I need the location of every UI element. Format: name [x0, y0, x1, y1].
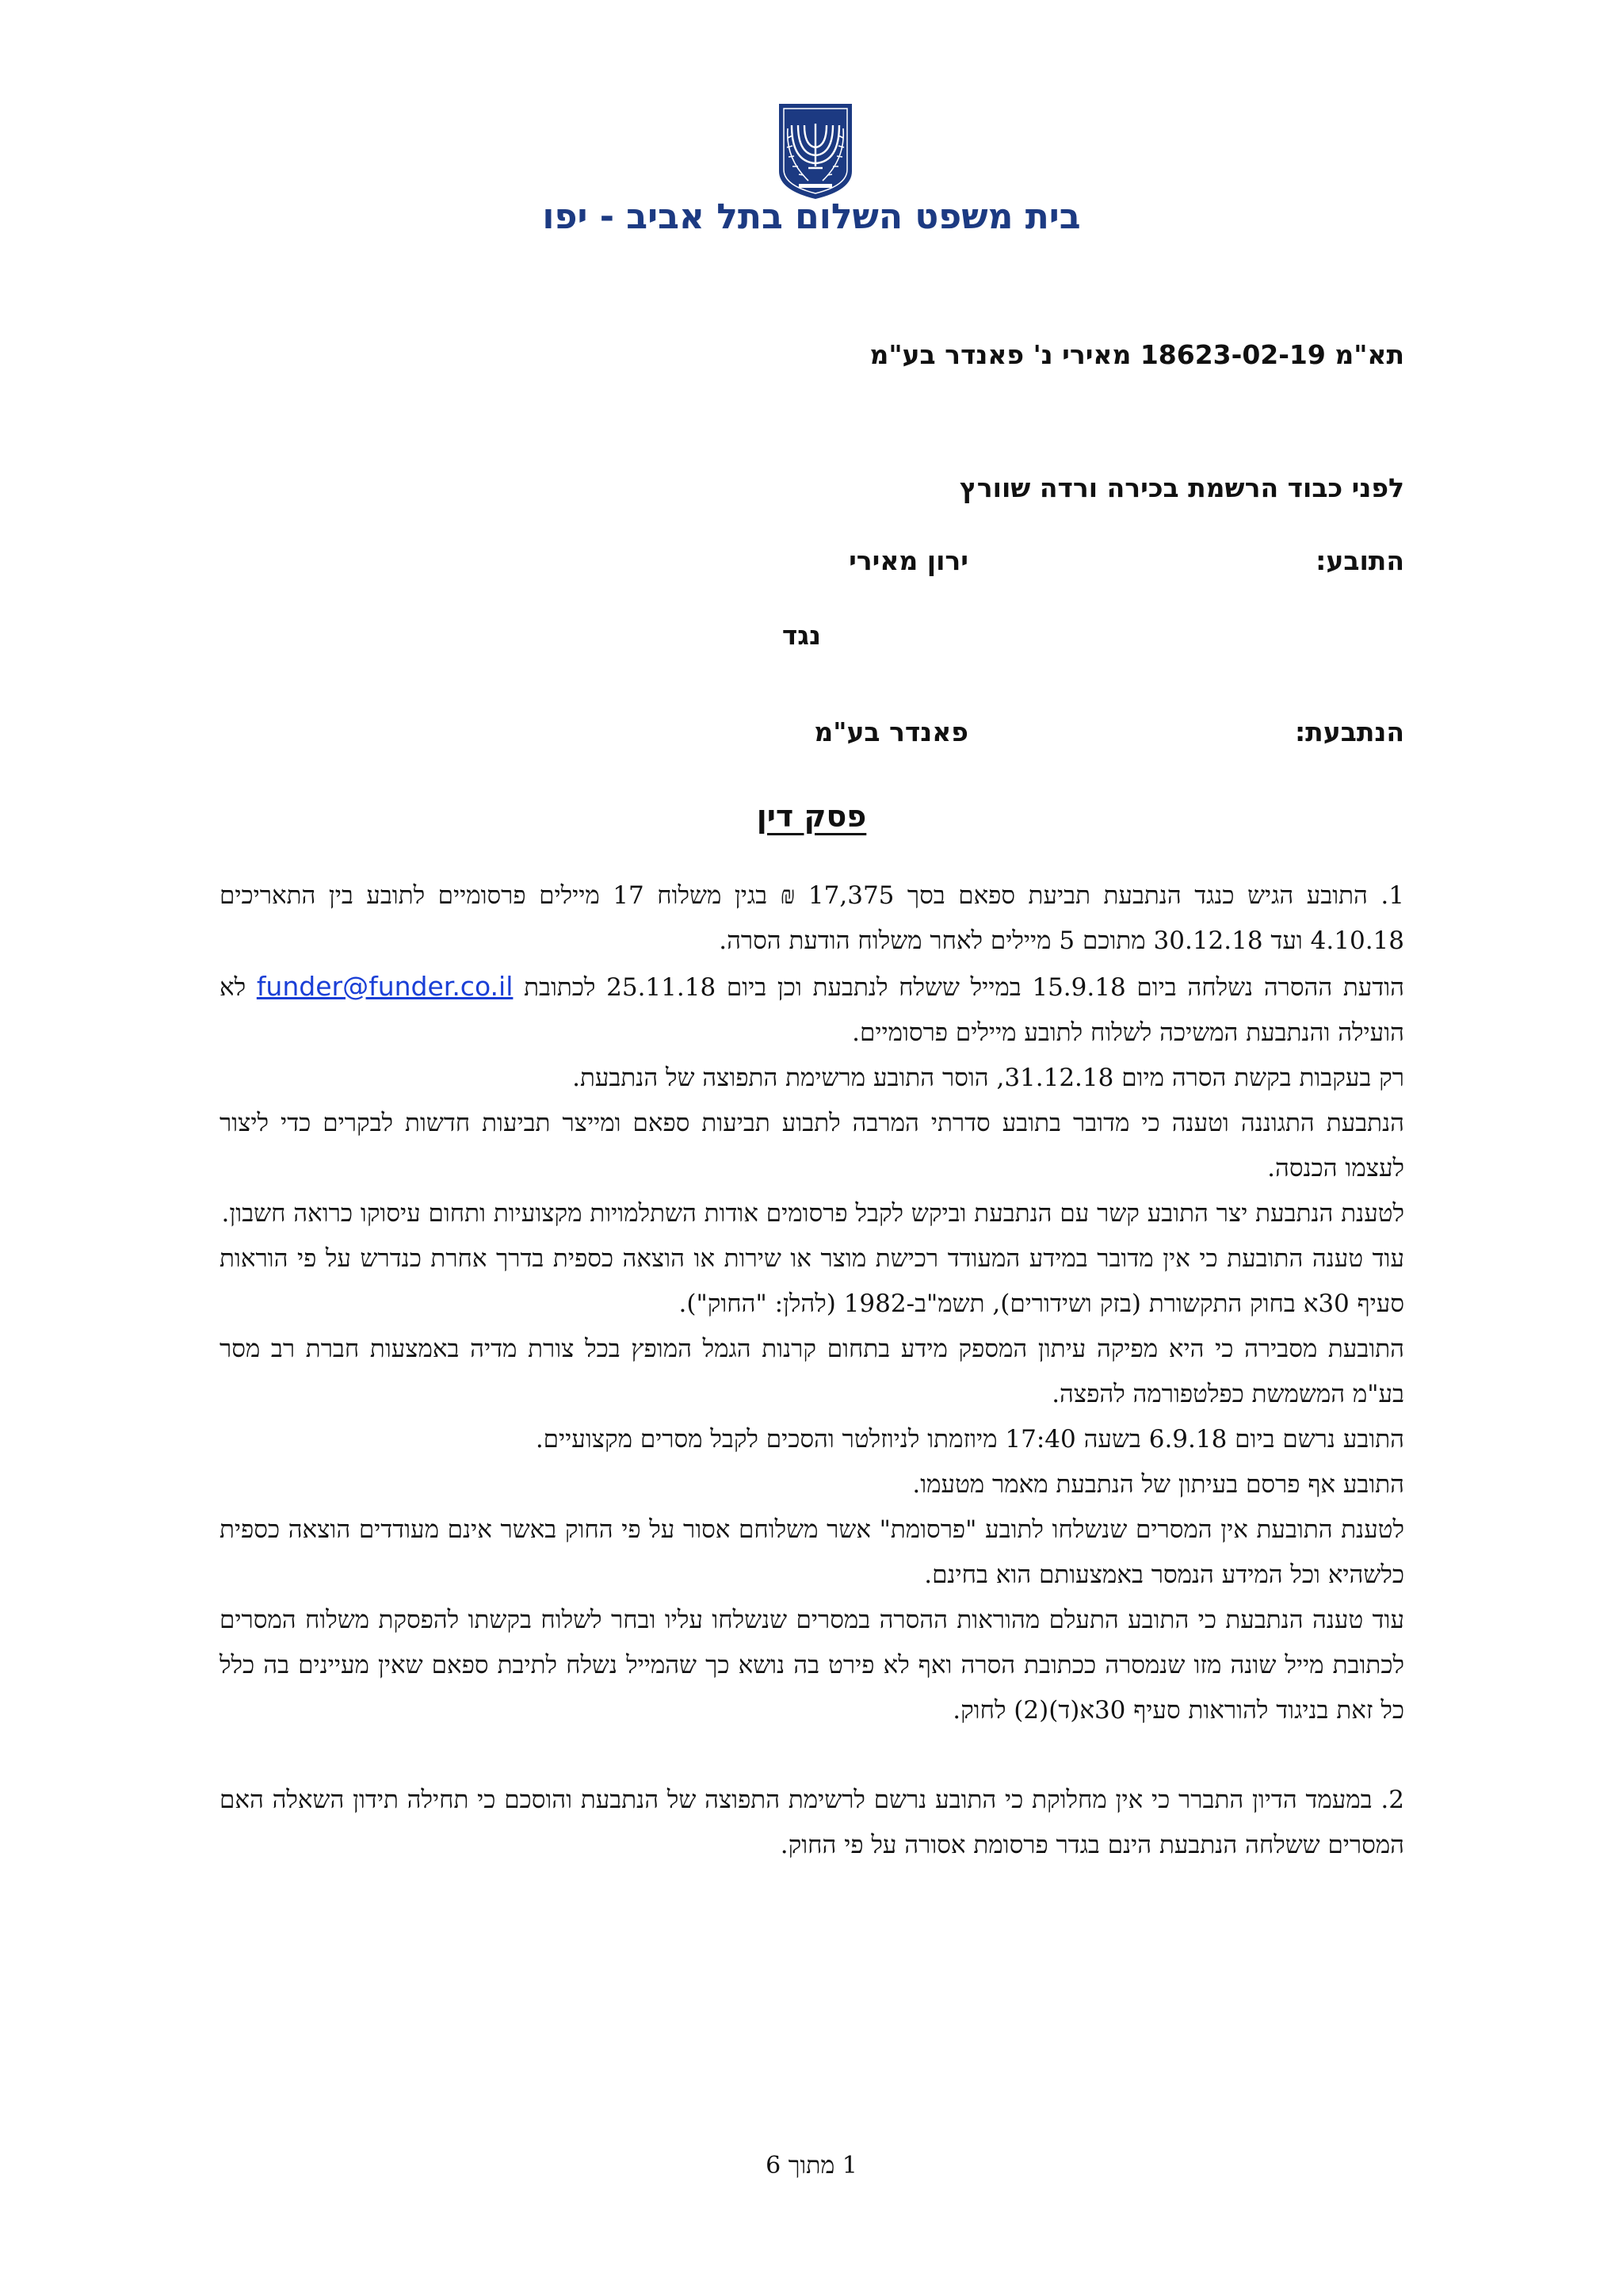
plaintiff-label: התובע:: [1316, 545, 1404, 576]
page-indicator: 1 מתוך 6: [766, 2152, 857, 2179]
paragraph-ignored-removal: עוד טענה הנתבעת כי התובע התעלם מהוראות ההסרה במסרים שנשלחו עליו ובחר לשלוח בקשתו להפסקת משלוח המסרים לכתובת מייל שונה מזו שנמסרה ככתובת הסרה ואף לא פירט בה נושא כך שהמייל נשלח לתיבת ספאם שאין מעיינים בה כלל כל זאת בניגוד להוראות סעיף 30א(ד)(2) לחוק.: [220, 1606, 1404, 1725]
paragraph-removal-text: הודעת ההסרה נשלחה ביום 15.9.18 במייל ששלח לנתבעת וכן ביום 25.11.18 לכתובת: [524, 973, 1404, 1002]
paragraph-removed: רק בעקבות בקשת הסרה מיום 31.12.18, הוסר התובע מרשימת התפוצה של הנתבעת.: [572, 1064, 1404, 1092]
court-name: בית משפט השלום בתל אביב - יפו: [542, 197, 1081, 237]
paragraph-defense: הנתבעת התגוננה וטענה כי מדובר בתובע סדרתי המרבה לתבוע תביעות ספאם ומייצר תביעות חדשות לבקרים כדי ליצור לעצמו הכנסה.: [220, 1109, 1404, 1182]
case-number: תא"מ 18623-02-19 מאירי נ' פאנדר בע"מ: [869, 339, 1404, 370]
state-emblem-icon: [777, 101, 854, 201]
plaintiff-name: ירון מאירי: [849, 545, 968, 576]
ruling-heading: פסק דין: [756, 799, 867, 834]
paragraph-not-advertising: לטענת התובעת אין המסרים שנשלחו לתובע "פרסומת" אשר משלוחם אסור על פי החוק באשר אינם מעודדים הוצאה כספית כלשהיא וכל המידע הנמסר באמצעותם הוא בחינם.: [220, 1515, 1404, 1589]
judge-line: לפני כבוד הרשמת בכירה ורדה שוורץ: [959, 472, 1404, 503]
paragraph-contact: לטענת הנתבעת יצר התובע קשר עם הנתבעת וביקש לקבל פרסומים אודות השתלמויות מקצועיות ותחום עיסוקו כרואה חשבון.: [221, 1199, 1404, 1228]
paragraph-article: התובע אף פרסם בעיתון של הנתבעת מאמר מטעמו.: [912, 1470, 1404, 1499]
paragraph-newspaper: התובעת מסבירה כי היא מפיקה עיתון המספק מידע בתחום קרנות הגמל המופץ בכל צורת מדיה באמצעות חברת רב מסר בע"מ המשמשת כפלטפורמה להפצה.: [220, 1335, 1404, 1408]
defendant-name: פאנדר בע"מ: [814, 716, 968, 747]
paragraph-removal-text-end: לא הועילה והנתבעת המשיכה לשלוח לתובע מיילים פרסומיים.: [220, 973, 1404, 1047]
paragraph-law-claim: עוד טענה התובעת כי אין מדובר במידע המעודד רכישת מוצר או שירות או הוצאה כספית בדרך אחרת כנדרש על פי הוראות סעיף 30א בחוק התקשורת (בזק ושידורים), תשמ"ב-1982 (להלן: "החוק").: [220, 1244, 1404, 1318]
ruling-body: [220, 873, 1404, 1868]
paragraph-removal-notice: [220, 964, 1404, 1056]
versus-label: נגד: [781, 620, 821, 651]
paragraph-registration: התובע נרשם ביום 6.9.18 בשעה 17:40 מיוזמתו לניוזלטר והסכים לקבל מסרים מקצועיים.: [535, 1425, 1404, 1454]
removal-email-link[interactable]: funder@funder.co.il: [256, 971, 514, 1002]
paragraph-1: 1. התובע הגיש כנגד הנתבעת תביעת ספאם בסך 17,375 ₪ בגין משלוח 17 מיילים פרסומיים לתובע בין התאריכים 4.10.18 ועד 30.12.18 מתוכם 5 מיילים לאחר משלוח הודעת הסרה.: [220, 881, 1404, 955]
paragraph-2: 2. במעמד הדיון התברר כי אין מחלוקת כי התובע נרשם לרשימת התפוצה של הנתבעת והוסכם כי תחילה תידון השאלה האם המסרים ששלחה הנתבעת הינם בגדר פרסומת אסורה על פי החוק.: [220, 1786, 1404, 1859]
defendant-label: הנתבעת:: [1294, 716, 1404, 747]
